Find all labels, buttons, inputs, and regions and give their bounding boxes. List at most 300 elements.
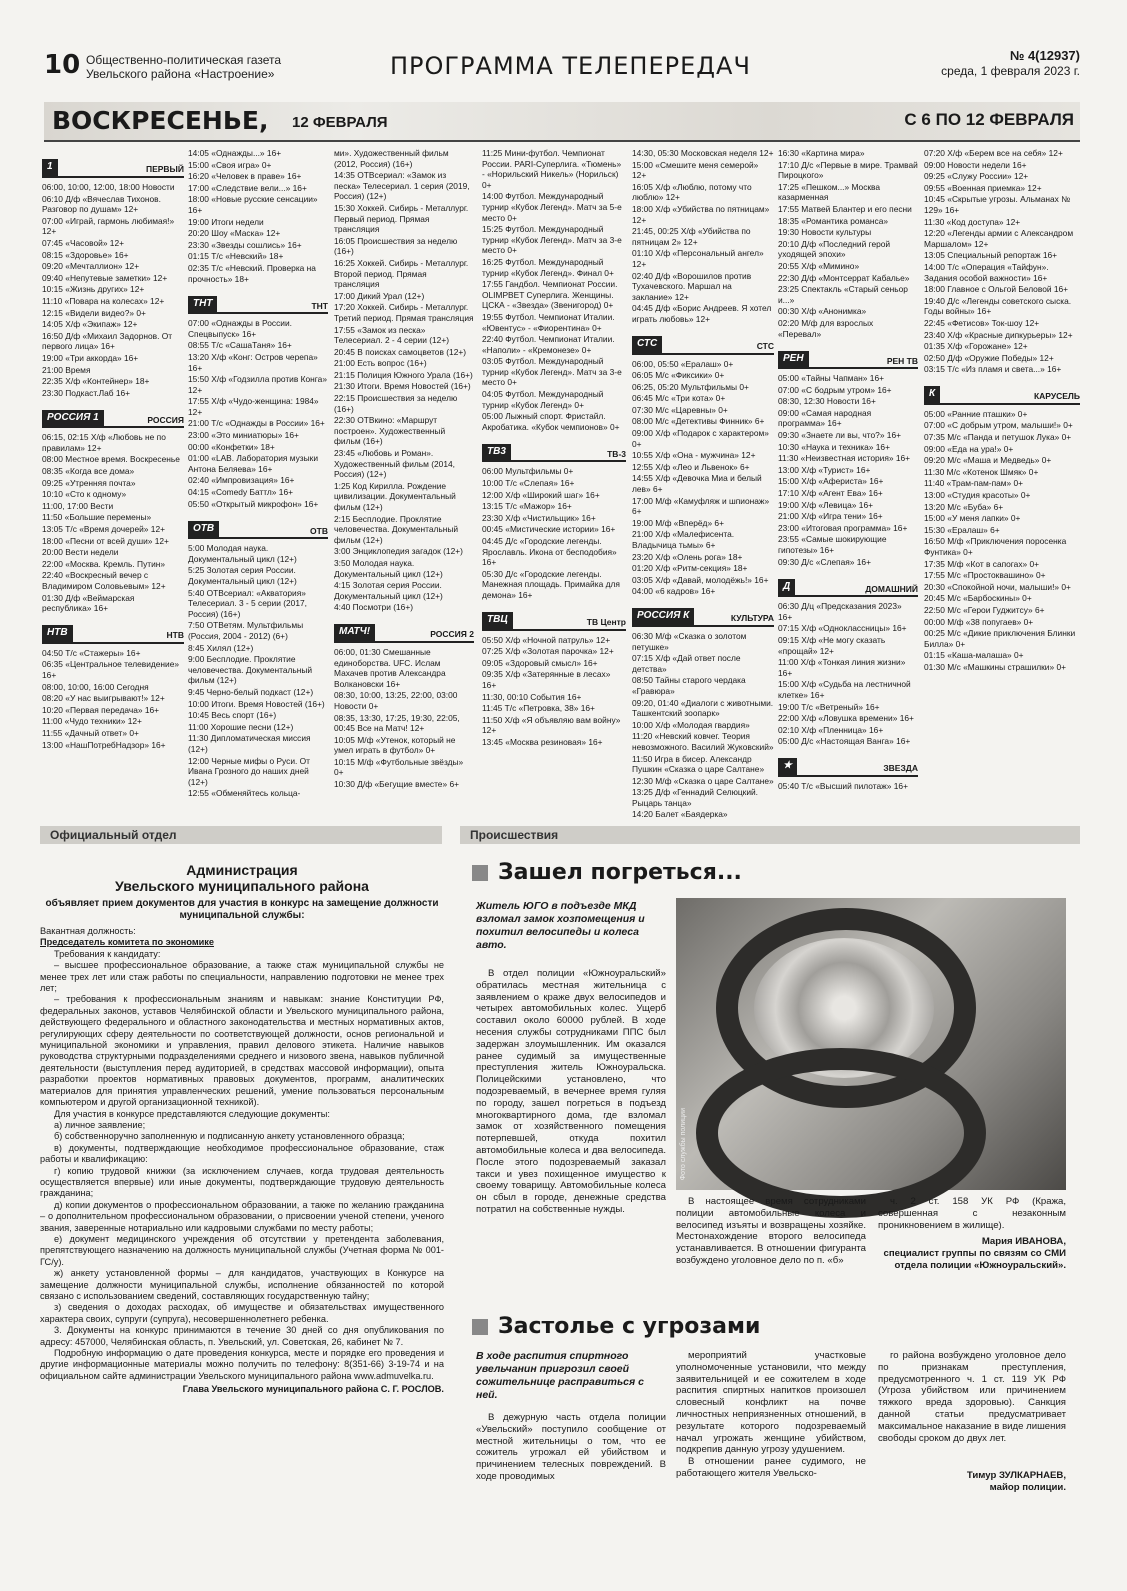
program-line: 19:00 Итоги недели bbox=[188, 216, 264, 227]
announcement-paragraph: Для участия в конкурсе представляются следующие документы: bbox=[54, 1108, 330, 1119]
program-line: 08:20 «У нас выигрывают!» 12+ bbox=[42, 693, 165, 704]
program-line: 06:30 М/ф «Сказка о золотом петушке» bbox=[632, 630, 747, 652]
article2-col1 bbox=[476, 1412, 666, 1483]
program-line: 11:40 «Трам-пам-пам» 0+ bbox=[924, 478, 1024, 489]
announcement-paragraph: – требования к профессиональным знаниям и навыкам: знание Конституции РФ, федеральных законов, уставов Челябинской области и Увельского муниципального района, действующего федерального и областного законодательства и местных нормативных актов, регулирующих сферу деятельности по соответствующей должности, основ региональной и муниципальной экономики и управления, правил делового этикета. Наличие навыков руководства структурными подразделениями среднего и низового звена, навыков публичной деятельности (выступления перед аудиторией, в средствах массовой информации), опыта разработки проектов нормативных правовых документов, программ, аналитических материалов для принятия управленческих решений, умение пользоваться персональным компьютером и другой организационной техникой). bbox=[40, 994, 444, 1108]
program-line: 4:15 Золотая серия России. Документальный цикл (12+) bbox=[334, 580, 443, 601]
announcement-paragraph: 3. Документы на конкурс принимаются в течение 30 дней со дня опубликования по адресу: 457000, Челябинская область, п. Увельский, ул. Советская, 26, кабинет № 7. bbox=[40, 1325, 444, 1347]
program-line: 16:05 Происшествия за неделю (16+) bbox=[334, 235, 458, 257]
program-line: 11:20 «Невский ковчег. Теория невозможного. Василий Жуковский» bbox=[632, 731, 774, 752]
program-line: 09:00 Х/ф «Подарок с характером» 0+ bbox=[632, 428, 769, 449]
program-line: 18:00 «Песни от всей души» 12+ bbox=[42, 535, 169, 546]
channel-header bbox=[42, 154, 184, 178]
channel-logo-icon: СТС bbox=[632, 336, 662, 353]
program-line: 13:15 Т/с «Мажор» 16+ bbox=[482, 501, 572, 512]
channel-header bbox=[482, 607, 626, 631]
channel-name: ПЕРВЫЙ bbox=[145, 164, 184, 175]
program-line: 08:55 Т/с «СашаТаня» 16+ bbox=[188, 340, 292, 351]
program-line: 1:25 Код Кирилла. Рождение цивилизации. Документальный фильм (12+) bbox=[334, 480, 456, 512]
program-line: 08:35, 13:30, 17:25, 19:30, 22:05, 00:45 Все на Матч! 12+ bbox=[334, 712, 460, 734]
program-line: 09:30 Д/с «Слепая» 16+ bbox=[778, 556, 871, 567]
channel-name: ДОМАШНИЙ bbox=[865, 583, 918, 594]
program-line: 11:55 «Дачный ответ» 0+ bbox=[42, 727, 139, 738]
program-line: 01:35 Х/ф «Горожане» 12+ bbox=[924, 341, 1028, 352]
program-line: 09:00 «Еда на ура!» 0+ bbox=[924, 443, 1014, 454]
program-line: 16:20 «Человек в праве» 16+ bbox=[188, 171, 302, 182]
program-line: 5:25 Золотая серия России. Документальный цикл (12+) bbox=[188, 565, 297, 586]
article-paragraph: В отдел полиции «Южноуральский» обратилась местная жительница с заявлением о краже двух велосипедов и четырех автомобильных колес. Ущерб составил около 60000 рублей. В ходе несения службы сотрудниками ППС был задержан злоумышленник. Им оказался ранее судимый за имущественные преступления житель Южноуральска. Полицейскими установлено, что подозреваемый, в вечернее время гуляя по городу, зашел погреться в подъезд многоквартирного дома, где взломал замок от хозяйственного помещения потерпевшей, откуда похитил автомобильные колеса и два велосипеда. После этого подозреваемый заказал такси и увез похищенное имущество к своему товарищу. Автомобильные колеса он сбыл в городе, денежные средства потратил на собственные нужды. bbox=[476, 968, 666, 1215]
program-line: 20:30 «Спокойной ночи, малыши!» 0+ bbox=[924, 581, 1071, 592]
announcement-paragraph: ж) анкету установленной формы – для кандидатов, участвующих в Конкурсе на замещение должности муниципальной службы, исполнение обязанностей по которой связано с использованием сведений, составляющих государственную тайну; bbox=[40, 1268, 444, 1301]
program-line: 11:30 «Неизвестная история» 16+ bbox=[778, 453, 911, 464]
program-line: 9:45 Черно-белый подкаст (12+) bbox=[188, 686, 314, 697]
channel-header bbox=[188, 290, 328, 314]
program-line: 06:15, 02:15 Х/ф «Любовь не по правилам» 12+ bbox=[42, 432, 166, 453]
program-line: 11:50 Х/ф «Я объявляю вам войну» 12+ bbox=[482, 714, 621, 736]
program-line: 15:00 Х/ф «Афериста» 16+ bbox=[778, 476, 884, 487]
program-line: 16:50 Д/ф «Михаил Задорнов. От первого лица» 16+ bbox=[42, 330, 173, 352]
program-line: 08:00 М/с «Детективы Финник» 6+ bbox=[632, 416, 765, 427]
program-line: 15:30 «Ералаш» 6+ bbox=[924, 524, 1000, 535]
article2-author: Тимур ЗУЛКАРНАЕВ, майор полиции. bbox=[966, 1470, 1066, 1493]
program-line: 21:30 Итоги. Время Новостей (16+) bbox=[334, 381, 471, 392]
program-line: 17:55 Матвей Блантер и его песни bbox=[778, 203, 912, 214]
channel-name: ОТВ bbox=[310, 525, 328, 536]
day-banner bbox=[44, 102, 1080, 142]
channel-header bbox=[42, 620, 184, 644]
program-line: 02:50 Д/ф «Оружие Победы» 12+ bbox=[924, 352, 1054, 363]
program-line: 00:00 М/ф «38 попугаев» 0+ bbox=[924, 616, 1034, 627]
program-line: 07:30 М/с «Царевны» 0+ bbox=[632, 404, 728, 415]
program-line: 20:45 В поисках самоцветов (12+) bbox=[334, 346, 467, 357]
announcement-paragraph: – высшее профессиональное образование, а также стаж муниципальной службы не менее трех лет или стаж работы по специальности, направлению подготовки не менее трех лет; bbox=[40, 960, 444, 994]
tv-column-1 bbox=[42, 148, 184, 808]
channel-logo-icon: НТВ bbox=[42, 625, 73, 642]
program-line: 20:45 М/с «Барбоскины» 0+ bbox=[924, 593, 1032, 604]
program-line: 23:25 Спектакль «Старый сеньор и...» bbox=[778, 284, 908, 305]
channel-name: ЗВЕЗДА bbox=[883, 763, 918, 774]
program-line: 19:00 «Три аккорда» 16+ bbox=[42, 352, 139, 363]
program-line: 16:50 М/ф «Приключения поросенка Фунтика» 0+ bbox=[924, 536, 1067, 557]
program-line: 17:00 М/ф «Камуфляж и шпионаж» 6+ bbox=[632, 495, 770, 517]
program-line: 19:00 М/ф «Вперёд» 6+ bbox=[632, 517, 724, 528]
program-line: 20:10 Д/ф «Последний герой уходящей эпохи» bbox=[778, 238, 891, 260]
program-line: 08:15 «Здоровье» 16+ bbox=[42, 249, 129, 260]
program-line: 21:00 Есть вопрос (16+) bbox=[334, 358, 427, 369]
program-line: 05:50 «Открытый микрофон» 16+ bbox=[188, 498, 319, 509]
announcement-paragraph: в) документы, подтверждающие необходимое профессиональное образование, стаж работы и квалификацию: bbox=[40, 1142, 444, 1165]
program-line: 18:00 Главное с Ольгой Беловой 16+ bbox=[924, 284, 1069, 295]
program-line: 09:55 «Военная приемка» 12+ bbox=[924, 182, 1042, 193]
program-line: 09:05 «Здоровый смысл» 16+ bbox=[482, 657, 598, 668]
program-line: ми». Художественный фильм (2012, Россия) (16+) bbox=[334, 148, 449, 169]
article1-author: Мария ИВАНОВА, специалист группы по связям со СМИ отдела полиции «Южноуральский». bbox=[883, 1236, 1066, 1271]
program-line: 17:55 Гандбол. Чемпионат России. OLIMPBET Суперлига. Женщины. ЦСКА - «Звезда» (Звенигород) 0+ bbox=[482, 279, 618, 311]
tv-column-3 bbox=[334, 148, 474, 808]
program-line: 06:00, 05:50 «Ералаш» 0+ bbox=[632, 358, 734, 369]
banner-day: ВОСКРЕСЕНЬЕ, bbox=[52, 106, 269, 135]
program-line: 13:25 Д/ф «Геннадий Селюцкий. Рыцарь танца» bbox=[632, 787, 759, 808]
program-line: 07:15 Х/ф «Одноклассницы» 16+ bbox=[778, 623, 907, 634]
program-line: 06:10 Д/ф «Вячеслав Тихонов. Разговор по душам» 12+ bbox=[42, 193, 161, 215]
program-line: 22:40 Футбол. Чемпионат Италии. «Наполи» - «Кремонезе» 0+ bbox=[482, 334, 615, 355]
channel-name: СТС bbox=[756, 340, 774, 351]
program-line: 14:05 Х/ф «Экипаж» 12+ bbox=[42, 319, 138, 330]
program-line: 07:35 М/с «Панда и петушок Лука» 0+ bbox=[924, 432, 1072, 443]
program-line: 02:40 «Импровизация» 16+ bbox=[188, 475, 295, 486]
position-label: Вакантная должность: bbox=[40, 926, 136, 936]
program-line: 04:45 Д/с «Городские легенды. Ярославль. Икона от бесподобия» 16+ bbox=[482, 536, 617, 568]
announcement-body bbox=[40, 949, 444, 1382]
program-line: 05:30 Д/с «Городские легенды. Манежная площадь. Примайка для демона» 16+ bbox=[482, 568, 620, 600]
program-line: 17:00 «Следствие вели...» 16+ bbox=[188, 182, 307, 193]
program-line: 09:20, 01:40 «Диалоги с животными. Ташкентский зоопарк» bbox=[632, 697, 774, 719]
article1-col2 bbox=[676, 1196, 866, 1267]
program-line: 23:30 Х/ф «Чистильщик» 16+ bbox=[482, 512, 596, 523]
program-line: 00:25 М/с «Дикие приключения Блинки Билла» 0+ bbox=[924, 628, 1076, 649]
program-line: 03:05 Футбол. Международный турнир «Кубок Легенд». Матч за 3-е место 0+ bbox=[482, 356, 622, 388]
channel-name: ТВ Центр bbox=[586, 616, 626, 627]
program-line: 11:30 Дипломатическая миссия (12+) bbox=[188, 733, 311, 754]
program-line: 09:25 «Утренняя почта» bbox=[42, 477, 136, 488]
program-line: 21:00 Время bbox=[42, 364, 91, 375]
program-line: 13:20 Х/ф «Конг: Остров черепа» 16+ bbox=[188, 351, 318, 373]
program-line: 22:35 Х/ф «Контейнер» 18+ bbox=[42, 376, 150, 387]
program-line: 17:55 М/с «Простоквашино» 0+ bbox=[924, 570, 1046, 581]
program-line: 15:50 Х/ф «Годзилла против Конга» 12+ bbox=[188, 374, 327, 395]
program-line: 10:15 «Жизнь других» 12+ bbox=[42, 284, 145, 295]
program-line: 21:45, 00:25 Х/ф «Убийства по пятницам 2» 12+ bbox=[632, 226, 751, 247]
program-line: 22:30 ОТВкино: «Маршрут построен». Художественный фильм (16+) bbox=[334, 415, 446, 447]
article2-title: Застолье с угрозами bbox=[472, 1314, 760, 1339]
channel-header bbox=[778, 753, 918, 777]
program-line: 05:00 «Тайны Чапман» 16+ bbox=[778, 373, 884, 384]
program-line: 05:50 Х/ф «Ночной патруль» 12+ bbox=[482, 634, 611, 645]
program-line: 23:00 «Это миниатюры» 16+ bbox=[188, 430, 299, 441]
program-line: 11:30 М/с «Котенок Шмяк» 0+ bbox=[924, 466, 1039, 477]
channel-name: РЕН ТВ bbox=[886, 355, 918, 366]
channel-header bbox=[334, 619, 474, 643]
announcement-lead: объявляет прием документов для участия в конкурс на замещение должности муниципальной службы: bbox=[45, 898, 439, 921]
program-line: 23:30 «Звезды сошлись» 16+ bbox=[188, 239, 302, 250]
channel-name: КАРУСЕЛЬ bbox=[1033, 391, 1080, 402]
program-line: 04:50 Т/с «Стажеры» 16+ bbox=[42, 647, 141, 658]
program-line: 04:15 «Comedy Баттл» 16+ bbox=[188, 487, 293, 498]
section-official: Официальный отдел bbox=[40, 826, 442, 844]
program-line: 13:00 «Студия красоты» 0+ bbox=[924, 490, 1031, 501]
program-line: 20:55 Х/ф «Мимино» bbox=[778, 260, 860, 271]
program-line: 06:05 М/с «Фиксики» 0+ bbox=[632, 370, 725, 381]
channel-header bbox=[188, 515, 328, 539]
program-line: 22:00 «Москва. Кремль. Путин» bbox=[42, 558, 166, 569]
program-line: 10:10 «Сто к одному» bbox=[42, 489, 127, 500]
program-line: 05:00 Д/с «Настоящая Ванга» 16+ bbox=[778, 736, 911, 747]
program-line: 22:30 Д/ф «Монтсеррат Кабалье» bbox=[778, 272, 910, 283]
program-line: 12:20 «Легенды армии с Александром Маршалом» 12+ bbox=[924, 228, 1074, 249]
program-line: 17:20 Хоккей. Сибирь - Металлург. Третий период. Прямая трансляция bbox=[334, 302, 474, 323]
channel-logo-icon: ★ bbox=[778, 758, 797, 775]
program-line: 09:00 Новости недели 16+ bbox=[924, 159, 1027, 170]
program-line: 21:15 Полиция Южного Урала (16+) bbox=[334, 369, 473, 380]
program-line: 10:15 М/ф «Футбольные звёзды» 0+ bbox=[334, 756, 464, 778]
program-line: 11:30 «Код доступа» 12+ bbox=[924, 216, 1021, 227]
program-line: 07:00 «С бодрым утром» 16+ bbox=[778, 384, 892, 395]
channel-logo-icon: К bbox=[924, 386, 940, 403]
program-line: 19:00 Х/ф «Левица» 16+ bbox=[778, 499, 873, 510]
program-line: 07:45 «Часовой» 12+ bbox=[42, 237, 125, 248]
program-line: 09:35 Х/ф «Затерянные в лесах» 16+ bbox=[482, 669, 611, 690]
program-line: 11:00 «Чудо техники» 12+ bbox=[42, 716, 142, 727]
program-line: 13:05 Т/с «Время дочерей» 12+ bbox=[42, 524, 165, 535]
program-line: 23:40 Х/ф «Красные дипкурьеры» 12+ bbox=[924, 329, 1073, 340]
program-line: 08:00 Местное время. Воскресенье bbox=[42, 454, 180, 465]
program-line: 06:45 М/с «Три кота» 0+ bbox=[632, 393, 726, 404]
program-line: 02:40 Д/ф «Ворошилов против Тухачевского. Маршал на заклание» 12+ bbox=[632, 270, 752, 302]
article-paragraph: го района возбуждено уголовное дело по признакам преступления, предусмотренного ч. 1 ст. 119 УК РФ (Угроза убийством или причинением тяжкого вреда здоровью). Санкция данной статьи предусматривает максимальное наказание в виде лишения свободы сроком до двух лет. bbox=[878, 1350, 1066, 1444]
program-line: 14:00 Футбол. Международный турнир «Кубок Легенд». Матч за 5-е место 0+ bbox=[482, 191, 622, 223]
article-paragraph: В отношении ранее судимого, не работающего жителя Увельско- bbox=[676, 1456, 866, 1479]
announcement-signature: Глава Увельского муниципального района С. Г. РОСЛОВ. bbox=[182, 1384, 444, 1395]
program-line: 15:25 Футбол. Международный турнир «Кубок Легенд». Матч за 3-е место 0+ bbox=[482, 224, 622, 256]
program-line: 11:30, 00:10 События 16+ bbox=[482, 691, 582, 702]
program-line: 03:15 Т/с «Из пламя и света...» 16+ bbox=[924, 364, 1062, 375]
program-line: 12:55 «Обменяйтесь кольца- bbox=[188, 788, 301, 799]
program-line: 13:00 «НашПотребНадзор» 16+ bbox=[42, 739, 166, 750]
program-line: 14:30, 05:30 Московская неделя 12+ bbox=[632, 148, 774, 158]
announcement-paragraph: д) копии документов о профессиональном образовании, а также по желанию гражданина – о дополнительном профессиональном образовании, о присвоении ученой степени, ученого звания, заверенные нотариально или кадровыми службами по месту работы; bbox=[40, 1199, 444, 1233]
article2-lead: В ходе распития спиртного увельчанин пригрозил своей сожительнице расправиться с ней. bbox=[476, 1350, 644, 1401]
channel-header bbox=[632, 331, 774, 355]
program-line: 10:00 Итоги. Время Новостей (16+) bbox=[188, 698, 325, 709]
tv-column-4 bbox=[482, 148, 626, 808]
program-line: 07:15 Х/ф «Дай ответ после детства» bbox=[632, 653, 741, 674]
tv-column-7 bbox=[924, 148, 1080, 808]
announcement-paragraph: Подробную информацию о дате проведения конкурса, месте и порядке его проведения и другие информационные материалы можно получить по телефону: 8(351-66) 3-19-74 и на официальном сайте администрации Увельского муниципального района www.admuvelka.ru. bbox=[40, 1348, 444, 1381]
channel-logo-icon: Д bbox=[778, 579, 795, 596]
program-line: 04:00 «6 кадров» 16+ bbox=[632, 586, 716, 597]
program-line: 09:20 М/с «Маша и Медведь» 0+ bbox=[924, 455, 1052, 466]
article-paragraph: мероприятий участковые уполномоченные установили, что между заявительницей и ее сожителем в ходе распития спиртных напитков произошел словесный конфликт на почве личностных неприязненных отношений, в результате которого подозреваемый начал угрожать женщине убийством, подкрепив данную угрозу удушением. bbox=[676, 1350, 866, 1456]
program-line: 16:25 Футбол. Международный турнир «Кубок Легенд». Финал 0+ bbox=[482, 256, 614, 278]
program-line: 17:55 Х/ф «Чудо-женщина: 1984» 12+ bbox=[188, 396, 319, 417]
article1-photo bbox=[676, 898, 1066, 1190]
title-square-icon bbox=[472, 865, 488, 881]
program-line: 06:00, 10:00, 12:00, 18:00 Новости bbox=[42, 182, 175, 192]
program-line: 10:05 М/ф «Утенок, который не умел играть в футбол» 0+ bbox=[334, 734, 456, 756]
program-line: 11:00 Хорошие песни (12+) bbox=[188, 721, 294, 732]
program-line: 10:45 «Скрытые угрозы. Альманах № 129» 16+ bbox=[924, 194, 1071, 215]
program-line: 23:00 «Итоговая программа» 16+ bbox=[778, 522, 908, 533]
program-line: 16:30 «Картина мира» bbox=[778, 148, 865, 158]
program-line: 2:15 Бесплодие. Проклятие человечества. Документальный фильм (12+) bbox=[334, 513, 459, 545]
program-line: 00:45 «Мистические истории» 16+ bbox=[482, 524, 616, 535]
program-line: 21:00 Х/ф «Игра тени» 16+ bbox=[778, 511, 883, 522]
channel-logo-icon: ОТВ bbox=[188, 521, 219, 538]
program-line: 09:00 «Самая народная программа» 16+ bbox=[778, 407, 872, 429]
program-line: 15:00 «Своя игра» 0+ bbox=[188, 159, 272, 170]
program-line: 21:00 Х/ф «Малефисента. Владычица тьмы» 6+ bbox=[632, 529, 735, 550]
position-name: Председатель комитета по экономике bbox=[40, 937, 214, 948]
program-line: 15:00 «Смешите меня семерой» 12+ bbox=[632, 159, 759, 181]
program-line: 18:35 «Романтика романса» bbox=[778, 215, 889, 226]
banner-date: 12 ФЕВРАЛЯ bbox=[292, 114, 388, 131]
program-line: 5:00 Молодая наука. Документальный цикл (12+) bbox=[188, 543, 297, 564]
program-line: 08:50 Тайны старого чердака «Гравюра» bbox=[632, 675, 746, 696]
program-line: 09:30 «Знаете ли вы, что?» 16+ bbox=[778, 430, 902, 441]
channel-name: ТВ-3 bbox=[607, 448, 626, 459]
tv-column-6 bbox=[778, 148, 918, 808]
program-line: 22:40 «Воскресный вечер с Владимиром Соловьевым» 12+ bbox=[42, 570, 166, 591]
article-paragraph: ч. 2 ст. 158 УК РФ (Кража, совершенная с незаконным проникновением в жилище). bbox=[878, 1196, 1066, 1231]
article1-col1 bbox=[476, 968, 666, 1216]
program-line: 10:00 Х/ф «Молодая гвардия» bbox=[632, 719, 750, 730]
program-line: 14:20 Балет «Баядерка» bbox=[632, 809, 728, 820]
article1-col3 bbox=[878, 1196, 1066, 1231]
program-line: 01:30 Д/ф «Веймарская республика» 16+ bbox=[42, 592, 135, 614]
tv-column-2 bbox=[188, 148, 328, 808]
program-line: 08:00, 10:00, 16:00 Сегодня bbox=[42, 681, 149, 692]
program-line: 00:30 Х/ф «Анонимка» bbox=[778, 306, 867, 317]
article1-lead: Житель ЮГО в подъезде МКД взломал замок хозпомещения и похитил велосипеды и колеса авто. bbox=[476, 900, 645, 951]
program-line: 04:45 Д/ф «Борис Андреев. Я хотел играть любовь» 12+ bbox=[632, 303, 772, 324]
channel-logo-icon: РЕН bbox=[778, 351, 809, 368]
program-line: 23:45 «Любовь и Роман». Художественный фильм (2014, Россия) (12+) bbox=[334, 448, 455, 480]
tv-column-5 bbox=[632, 148, 774, 820]
program-line: 10:55 Х/ф «Она - мужчина» 12+ bbox=[632, 450, 756, 461]
program-line: 07:00 «Однажды в России. Спецвыпуск» 16+ bbox=[188, 318, 292, 339]
program-line: 22:45 «Фетисов» Ток-шоу 12+ bbox=[924, 317, 1040, 328]
program-line: 12:55 Х/ф «Лео и Львенок» 6+ bbox=[632, 461, 750, 472]
program-line: 01:00 «LAB. Лаборатория музыки Антона Беляева» 16+ bbox=[188, 453, 319, 474]
announcement-title-2: Увельского муниципального района bbox=[115, 878, 369, 894]
program-line: 11:50 Игра в бисер. Александр Пушкин «Сказка о царе Салтане» bbox=[632, 753, 765, 775]
program-line: 3:00 Энциклопедия загадок (12+) bbox=[334, 546, 463, 557]
program-line: 01:20 Х/ф «Ритм-секция» 18+ bbox=[632, 563, 748, 574]
announcement-title-1: Администрация bbox=[186, 862, 298, 878]
channel-name: НТВ bbox=[166, 630, 184, 641]
program-line: 09:15 Х/ф «Не могу сказать «прощай» 12+ bbox=[778, 634, 886, 656]
program-line: 22:50 М/с «Герои Гуджитсу» 6+ bbox=[924, 604, 1045, 615]
program-line: 06:30 Д/ц «Предсказания 2023» 16+ bbox=[778, 601, 902, 622]
program-line: 15:00 Х/ф «Судьба на лестничной клетке» 16+ bbox=[778, 679, 911, 700]
official-announcement bbox=[40, 862, 444, 1396]
program-line: 19:00 Т/с «Ветреный» 16+ bbox=[778, 701, 880, 712]
article2-col2 bbox=[676, 1350, 866, 1480]
page-header bbox=[40, 48, 1080, 88]
program-line: 06:00, 01:30 Смешанные единоборства. UFC. Ислам Махачев против Александра Волкановски 16+ bbox=[334, 646, 446, 689]
announcement-paragraph: а) личное заявление; bbox=[54, 1119, 146, 1130]
program-line: 11:00 Х/ф «Тонкая линия жизни» 16+ bbox=[778, 657, 906, 678]
channel-header bbox=[778, 345, 918, 369]
section-incidents: Происшествия bbox=[460, 826, 1080, 844]
program-line: 17:10 Д/с «Первые в мире. Трамвай Пироцкого» bbox=[778, 159, 918, 181]
program-line: 15:30 Хоккей. Сибирь - Металлург. Первый период. Прямая трансляция bbox=[334, 202, 469, 235]
program-line: 11:50 «Большие перемены» bbox=[42, 512, 152, 523]
announcement-paragraph: г) копию трудовой книжки (за исключением случаев, когда трудовая деятельность осуществляется впервые) или иные документы, подтверждающие трудовую деятельность гражданина; bbox=[40, 1165, 444, 1199]
program-line: 08:30, 12:30 Новости 16+ bbox=[778, 396, 876, 407]
program-line: 17:25 «Пешком...» Москва казарменная bbox=[778, 181, 881, 203]
channel-name: КУЛЬТУРА bbox=[730, 613, 774, 624]
program-line: 02:20 М/ф для взрослых «Перевал» bbox=[778, 317, 874, 339]
channel-header bbox=[778, 573, 918, 597]
program-line: 09:40 «Непутевые заметки» 12+ bbox=[42, 272, 168, 283]
program-line: 3:50 Молодая наука. Документальный цикл (12+) bbox=[334, 557, 443, 579]
program-line: 09:25 «Служу России» 12+ bbox=[924, 171, 1029, 182]
banner-range: С 6 ПО 12 ФЕВРАЛЯ bbox=[904, 110, 1074, 129]
program-line: 06:00 Мультфильмы 0+ bbox=[482, 466, 574, 477]
program-line: 18:00 «Новые русские сенсации» 16+ bbox=[188, 194, 318, 215]
program-line: 02:35 Т/с «Невский. Проверка на прочность» 18+ bbox=[188, 262, 316, 284]
channel-logo-icon: ТНТ bbox=[188, 296, 217, 313]
program-line: 12:15 «Видели видео?» 0+ bbox=[42, 307, 146, 318]
program-line: 5:40 ОТВсериал: «Акватория» Телесериал. 3 - 5 серии (2017, Россия) (16+) bbox=[188, 587, 307, 619]
program-line: 4:40 Посмотри (16+) bbox=[334, 602, 414, 613]
program-line: 13:20 М/с «Буба» 6+ bbox=[924, 501, 1004, 512]
program-line: 00:00 «Конфетки» 18+ bbox=[188, 441, 275, 452]
program-line: 19:40 Д/с «Легенды советского сыска. Годы войны» 16+ bbox=[924, 295, 1072, 317]
program-line: 07:20 Х/ф «Берем все на себя» 12+ bbox=[924, 148, 1063, 158]
program-line: 07:00 «С добрым утром, малыши!» 0+ bbox=[924, 420, 1073, 431]
program-line: 08:30, 10:00, 13:25, 22:00, 03:00 Новости 0+ bbox=[334, 690, 458, 711]
article-paragraph: В дежурную часть отдела полиции «Увельский» поступило сообщение от местной жительницы о том, что ее сожитель угрожал ей убийством и причинением телесных повреждений. В ходе проводимых bbox=[476, 1412, 666, 1482]
article2-col3 bbox=[878, 1350, 1066, 1444]
program-line: 01:30 М/с «Машкины страшилки» 0+ bbox=[924, 661, 1067, 672]
program-line: 16:25 Хоккей. Сибирь - Металлург. Второй период. Прямая трансляция bbox=[334, 257, 469, 290]
program-line: 01:10 Х/ф «Персональный ангел» 12+ bbox=[632, 248, 764, 269]
article-paragraph: В настоящее время сотрудниками полиции автомобильные колеса и велосипед изъяты и возвращены хозяйке. Местонахождение второго велосипеда устанавливается. В отношении фигуранта возбуждено уголовное дело по п. «б» bbox=[676, 1196, 866, 1266]
channel-name: РОССИЯ 2 bbox=[430, 629, 474, 640]
program-line: 13:45 «Москва резиновая» 16+ bbox=[482, 736, 603, 747]
program-line: 14:55 Х/ф «Девочка Миа и белый лев» 6+ bbox=[632, 473, 762, 495]
program-line: 02:10 Х/ф «Пленница» 16+ bbox=[778, 724, 884, 735]
program-line: 17:35 М/ф «Кот в сапогах» 0+ bbox=[924, 558, 1040, 569]
channel-header bbox=[632, 603, 774, 627]
program-line: 12:00 Х/ф «Широкий шаг» 16+ bbox=[482, 489, 600, 500]
program-line: 12:30 М/ф «Сказка о царе Салтане» bbox=[632, 775, 774, 786]
program-line: 04:05 Футбол. Международный турнир «Кубок Легенд» 0+ bbox=[482, 389, 604, 410]
channel-logo-icon: РОССИЯ К bbox=[632, 608, 694, 625]
program-line: 11:25 Мини-футбол. Чемпионат России. PARI-Суперлига. «Тюмень» - «Норильский Никель» (Норильск) 0+ bbox=[482, 148, 622, 190]
publication-name: Общественно-политическая газета Увельского района «Настроение» bbox=[86, 53, 282, 81]
program-line: 19:30 Новости культуры bbox=[778, 227, 872, 238]
program-line: 8:45 Хилял (12+) bbox=[188, 642, 254, 653]
section-title: ПРОГРАММА ТЕЛЕПЕРЕДАЧ bbox=[390, 52, 751, 80]
photo-caption: Фото службы полиции bbox=[680, 1107, 687, 1180]
program-line: 9:00 Бесплодие. Проклятие человечества. Документальный фильм (12+) bbox=[188, 654, 313, 686]
program-line: 23:20 Х/ф «Олень рога» 18+ bbox=[632, 551, 743, 562]
announcement-paragraph: Требования к кандидату: bbox=[54, 948, 161, 959]
program-line: 11:10 «Повара на колесах» 12+ bbox=[42, 295, 165, 306]
program-line: 10:00 Т/с «Слепая» 16+ bbox=[482, 478, 575, 489]
program-line: 23:30 Подкаст.Лаб 16+ bbox=[42, 387, 131, 398]
program-line: 17:10 Х/ф «Агент Ева» 16+ bbox=[778, 488, 883, 499]
program-line: 07:25 Х/ф «Золотая парочка» 12+ bbox=[482, 646, 614, 657]
channel-header bbox=[42, 404, 184, 428]
channel-logo-icon: РОССИЯ 1 bbox=[42, 410, 104, 427]
program-line: 08:35 «Когда все дома» bbox=[42, 466, 135, 477]
announcement-paragraph: б) собственноручно заполненную и подписанную анкету установленного образца; bbox=[54, 1131, 405, 1142]
program-line: 05:40 Т/с «Высший пилотаж» 16+ bbox=[778, 780, 908, 791]
program-line: 10:20 «Первая передача» 16+ bbox=[42, 704, 160, 715]
program-line: 23:55 «Самые шокирующие гипотезы» 16+ bbox=[778, 534, 887, 555]
program-line: 19:55 Футбол. Чемпионат Италии. «Ювентус» - «Фиорентина» 0+ bbox=[482, 311, 615, 333]
program-line: 12:00 Черные мифы о Руси. От Ивана Грозного до наших дней (12+) bbox=[188, 755, 311, 787]
program-line: 17:55 «Замок из песка» Телесериал. 2 - 4 серии (12+) bbox=[334, 324, 450, 346]
title-square-icon bbox=[472, 1319, 488, 1335]
issue-info bbox=[941, 48, 1080, 79]
channel-logo-icon: ТВ3 bbox=[482, 444, 511, 461]
program-line: 05:00 «Ранние пташки» 0+ bbox=[924, 408, 1028, 419]
